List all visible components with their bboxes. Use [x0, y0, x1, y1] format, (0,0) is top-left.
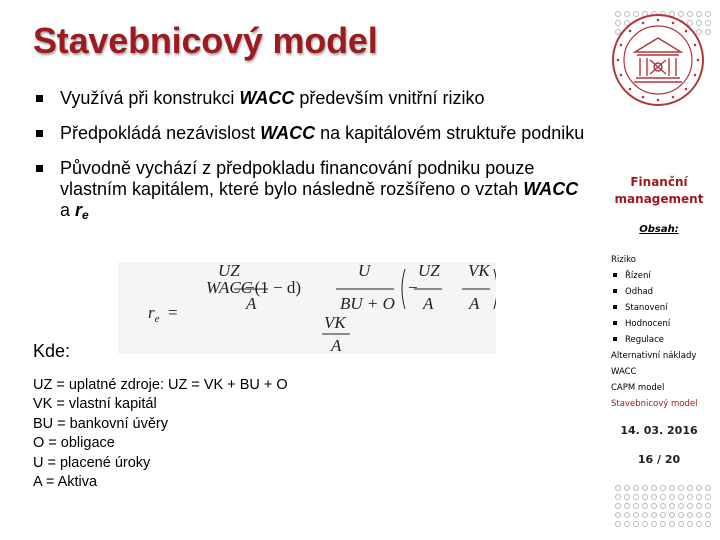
bullet-text: Původně vychází z předpokladu financování podniku pouze vlastním kapitálem, které bylo následně rozšířeno o vztah: [60, 158, 535, 199]
bullet-emphasis: r: [75, 200, 83, 220]
sidebar: [598, 0, 720, 540]
formula-vk-2: VK: [324, 313, 346, 332]
square-bullet-icon: [613, 289, 617, 293]
square-bullet-icon: [613, 305, 617, 309]
sidebar-item-capm-model[interactable]: CAPM model: [611, 383, 665, 393]
definition-item: UZ = uplatné zdroje: UZ = VK + BU + O: [33, 377, 288, 393]
sidebar-item-stanoveni[interactable]: [611, 300, 697, 316]
sidebar-item-label: Hodnocení: [625, 319, 671, 329]
formula-vk: VK: [468, 262, 490, 280]
formula-a: A: [246, 294, 257, 313]
sidebar-heading-line: Finanční: [630, 175, 688, 189]
sidebar-item-hodnoceni[interactable]: [611, 316, 697, 332]
formula-uz-2: UZ: [418, 262, 440, 280]
sidebar-item-riziko[interactable]: Riziko: [611, 255, 636, 265]
sidebar-heading: [598, 174, 720, 208]
definition-item: VK = vlastní kapitál: [33, 396, 157, 413]
square-bullet-icon: [36, 165, 43, 172]
bullet-text: a: [60, 200, 76, 220]
bullet-text: Předpokládá nezávislost: [60, 123, 261, 143]
sidebar-item-alternativni-naklady[interactable]: Alternativní náklady: [611, 351, 697, 361]
formula-uz: UZ: [218, 262, 240, 280]
sidebar-item-label: Řízení: [625, 271, 651, 281]
university-seal-icon: [610, 12, 706, 108]
sidebar-item-label: Regulace: [625, 335, 665, 345]
sidebar-item-odhad[interactable]: [611, 284, 697, 300]
slide-date: 14. 03. 2016: [620, 424, 698, 437]
square-bullet-icon: [613, 273, 617, 277]
sidebar-item-stavebnicovy-model[interactable]: Stavebnicový model: [611, 399, 698, 409]
formula-svg: [118, 262, 496, 354]
formula-minus: −: [408, 278, 418, 297]
square-bullet-icon: [613, 337, 617, 341]
sidebar-menu: [611, 252, 697, 412]
formula-re: $r_e$: [148, 303, 160, 325]
bullet-emphasis: WACC: [523, 179, 579, 199]
definition-item: O = obligace: [33, 435, 115, 452]
sidebar-item-label: Stanovení: [625, 303, 668, 313]
sidebar-heading-line: management: [614, 192, 704, 206]
definitions-list: [33, 376, 288, 492]
sidebar-item-label: Odhad: [625, 287, 654, 297]
formula-image: [118, 262, 496, 354]
dot-pattern-bottom: [614, 484, 714, 528]
definition-item: A = Aktiva: [33, 474, 98, 491]
definition-item: BU = bankovní úvěry: [33, 415, 169, 432]
bullet-subscript: e: [82, 208, 89, 222]
bullet-text: na kapitálovém struktuře podniku: [315, 123, 585, 143]
sidebar-item-rizeni[interactable]: [611, 268, 697, 284]
bullet-text: Využívá při konstrukci: [60, 88, 240, 108]
formula-u: U: [358, 262, 371, 280]
bullet-item: [33, 88, 588, 109]
formula-equals: =: [168, 303, 178, 322]
bullet-item: [33, 158, 588, 226]
bullet-emphasis: WACC: [260, 123, 316, 143]
bullet-list: [33, 88, 588, 240]
bullet-text: především vnitřní riziko: [294, 88, 485, 108]
slide-title: Stavebnicový model: [33, 20, 378, 61]
sidebar-item-wacc[interactable]: WACC: [611, 367, 637, 377]
square-bullet-icon: [36, 95, 43, 102]
page-number: 16 / 20: [637, 453, 681, 466]
bullet-emphasis: WACC: [239, 88, 295, 108]
formula-bu-plus-o: BU + O: [340, 294, 395, 313]
definition-item: U = placené úroky: [33, 454, 151, 471]
formula-wacc: WACC: [206, 278, 253, 297]
formula-a-3: A: [469, 294, 480, 313]
square-bullet-icon: [613, 321, 617, 325]
formula-a-4: A: [331, 336, 342, 354]
sidebar-contents-label: Obsah:: [639, 224, 679, 235]
sidebar-item-regulace[interactable]: [611, 332, 697, 348]
square-bullet-icon: [36, 130, 43, 137]
formula-minus-one-minus-d: −(1 − d): [245, 278, 301, 297]
paren-left: [402, 269, 405, 309]
paren-right: [494, 269, 496, 309]
formula-a-2: A: [423, 294, 434, 313]
bullet-item: [33, 123, 588, 144]
kde-label: Kde:: [33, 341, 71, 361]
